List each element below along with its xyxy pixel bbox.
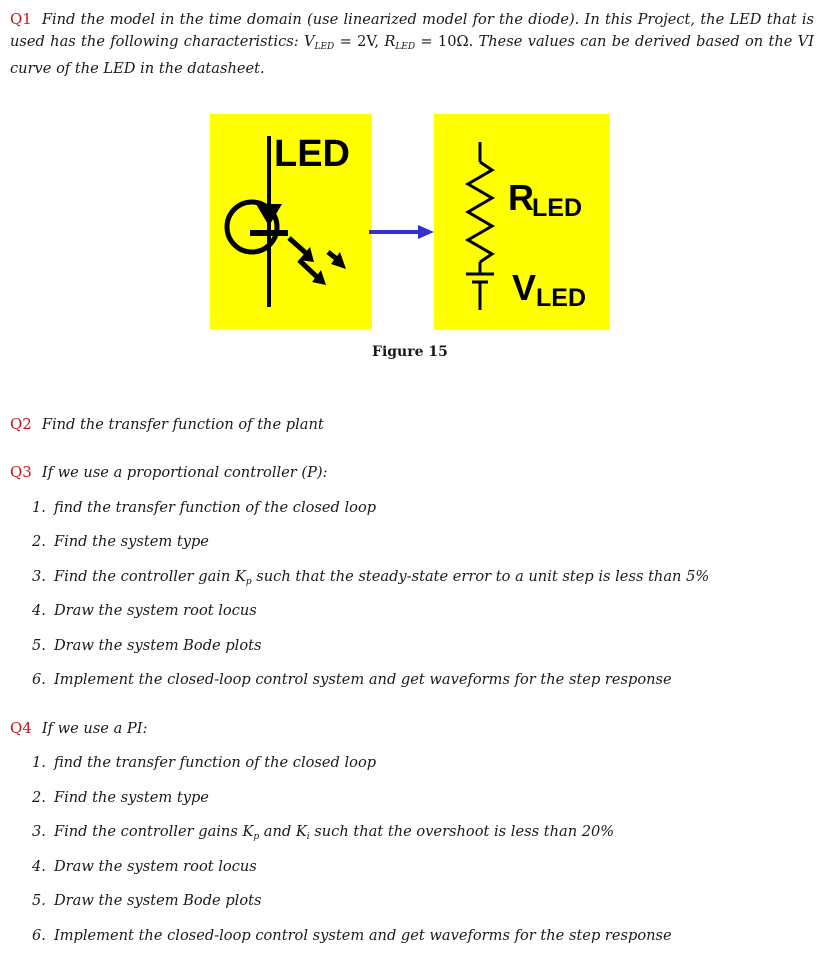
arrow-right-icon <box>366 222 436 242</box>
r-led-label-sub: LED <box>532 194 582 222</box>
question-label: Q2 <box>10 415 32 433</box>
list-item <box>32 892 261 909</box>
item-number: 5. <box>32 892 46 909</box>
question-4 <box>10 719 147 737</box>
question-2 <box>10 415 324 433</box>
list-item <box>32 823 614 842</box>
gain-subscript: i <box>306 832 310 842</box>
led-label: LED <box>274 133 350 175</box>
resistor-icon <box>468 162 492 262</box>
list-item <box>32 671 672 688</box>
list-item <box>32 858 257 875</box>
led-symbol-panel <box>210 114 372 329</box>
question-label: Q1 <box>10 10 32 28</box>
v-led-label-sub: LED <box>536 284 586 312</box>
list-item <box>32 789 209 806</box>
item-number: 4. <box>32 602 46 619</box>
gain-subscript: p <box>245 577 252 587</box>
question-3 <box>10 463 328 481</box>
item-text: Find the controller gains K <box>53 823 254 840</box>
v-led-label-main: V <box>512 267 537 308</box>
led-model-panel <box>434 114 610 330</box>
item-number: 4. <box>32 858 46 875</box>
q1-text-b: These values can be derived based on the VI curve of the LED in the datasheet. <box>10 33 814 77</box>
vled-value: = 2V, <box>334 33 385 50</box>
figure-caption: Figure 15 <box>372 344 448 360</box>
item-number: 1. <box>32 499 46 516</box>
list-item <box>32 754 376 771</box>
item-number: 1. <box>32 754 46 771</box>
rled-symbol: R <box>384 33 396 50</box>
item-number: 3. <box>32 823 46 840</box>
item-text: Draw the system root locus <box>53 858 257 875</box>
list-item <box>32 533 209 550</box>
gain-subscript: p <box>253 832 260 842</box>
question-1 <box>10 8 814 80</box>
item-text: find the transfer function of the closed loop <box>53 499 377 516</box>
resistor-source-icon <box>434 114 610 330</box>
item-text: and K <box>259 823 307 840</box>
item-text: Find the system type <box>53 789 209 806</box>
item-text: such that the overshoot is less than 20% <box>309 823 615 840</box>
item-text: Draw the system Bode plots <box>53 637 262 654</box>
item-number: 2. <box>32 789 46 806</box>
item-text: Implement the closed-loop control system and get waveforms for the step response <box>53 671 672 688</box>
question-label: Q3 <box>10 463 32 481</box>
vled-subscript: LED <box>314 42 335 52</box>
question-text: Find the transfer function of the plant <box>41 416 324 433</box>
item-number: 3. <box>32 568 46 585</box>
item-number: 2. <box>32 533 46 550</box>
item-text: Draw the system Bode plots <box>53 892 262 909</box>
list-item <box>32 637 261 654</box>
list-item <box>32 499 376 516</box>
item-text: Draw the system root locus <box>53 602 257 619</box>
item-text: Find the system type <box>53 533 209 550</box>
item-text: find the transfer function of the closed loop <box>53 754 377 771</box>
r-led-label-main: R <box>508 177 534 218</box>
question-label: Q4 <box>10 719 32 737</box>
q1-text-a: Find the model in the time domain (use linearized model for the diode). In this Project, the LED that is used has the following characteristics: <box>10 11 814 50</box>
rled-value: = 10Ω. <box>415 33 474 50</box>
question-text: If we use a proportional controller (P): <box>41 464 328 481</box>
list-item <box>32 927 672 944</box>
led-diode-icon <box>210 114 372 329</box>
item-number: 6. <box>32 927 46 944</box>
item-text: Implement the closed-loop control system and get waveforms for the step response <box>53 927 672 944</box>
item-text: such that the steady-state error to a unit step is less than 5% <box>251 568 710 585</box>
question-text: If we use a PI: <box>41 720 148 737</box>
rled-subscript: LED <box>395 42 416 52</box>
item-text: Find the controller gain K <box>53 568 246 585</box>
vled-symbol: V <box>303 33 315 50</box>
list-item <box>32 602 257 619</box>
item-number: 6. <box>32 671 46 688</box>
item-number: 5. <box>32 637 46 654</box>
list-item <box>32 568 709 587</box>
